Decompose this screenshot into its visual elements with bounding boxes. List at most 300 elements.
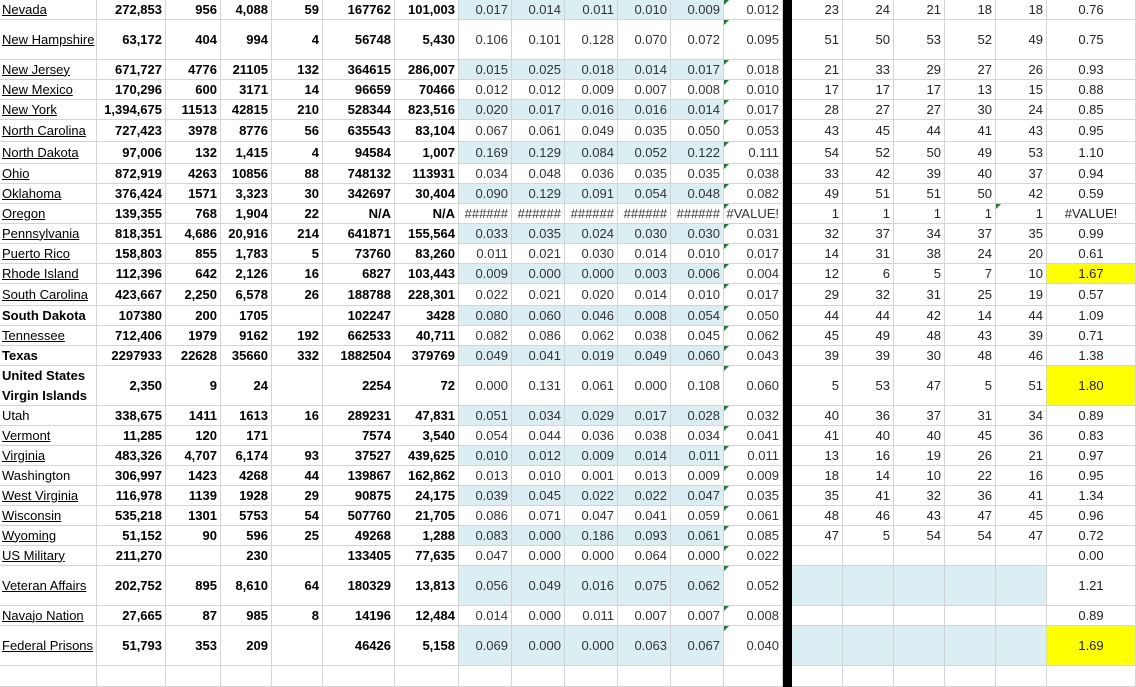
count-cell[interactable]: 671,727: [97, 60, 166, 80]
rank-cell[interactable]: 37: [843, 224, 894, 244]
ratio-cell[interactable]: 0.014: [618, 60, 671, 80]
average-ratio-cell[interactable]: 0.095: [724, 20, 783, 60]
highlighted-score-cell[interactable]: 1.69: [1047, 626, 1136, 666]
ratio-cell[interactable]: 0.038: [618, 426, 671, 446]
rank-cell[interactable]: 47: [792, 526, 843, 546]
rank-cell[interactable]: [945, 566, 996, 606]
count-cell[interactable]: 170,296: [97, 80, 166, 100]
rank-cell[interactable]: [792, 546, 843, 566]
count-cell[interactable]: 3,323: [221, 184, 272, 204]
ratio-cell[interactable]: 0.014: [618, 446, 671, 466]
row-name-cell[interactable]: [0, 184, 97, 204]
count-cell[interactable]: 596: [221, 526, 272, 546]
count-cell[interactable]: 5: [272, 244, 323, 264]
count-cell[interactable]: 29: [272, 486, 323, 506]
count-cell[interactable]: 30,404: [395, 184, 459, 204]
score-cell[interactable]: 0.85: [1047, 100, 1136, 120]
rank-cell[interactable]: 5: [843, 526, 894, 546]
ratio-cell[interactable]: ######: [565, 204, 618, 224]
rank-cell[interactable]: 47: [996, 526, 1047, 546]
row-name-cell[interactable]: [0, 426, 97, 446]
rank-cell[interactable]: 43: [996, 120, 1047, 142]
score-cell[interactable]: 0.93: [1047, 60, 1136, 80]
row-name-cell[interactable]: [0, 666, 97, 687]
ratio-cell[interactable]: 0.050: [671, 120, 724, 142]
row-name-link[interactable]: Nevada: [2, 1, 47, 17]
row-name-cell[interactable]: [0, 506, 97, 526]
ratio-cell[interactable]: 0.034: [512, 406, 565, 426]
rank-cell[interactable]: [792, 666, 843, 687]
ratio-cell[interactable]: 0.000: [565, 626, 618, 666]
count-cell[interactable]: 49268: [323, 526, 395, 546]
rank-cell[interactable]: 1: [894, 204, 945, 224]
ratio-cell[interactable]: 0.016: [565, 100, 618, 120]
score-cell[interactable]: 1.21: [1047, 566, 1136, 606]
rank-cell[interactable]: 7: [945, 264, 996, 284]
ratio-cell[interactable]: 0.022: [459, 284, 512, 306]
count-cell[interactable]: 83,260: [395, 244, 459, 264]
row-name-cell[interactable]: [0, 20, 97, 60]
ratio-cell[interactable]: 0.009: [671, 466, 724, 486]
row-name-cell[interactable]: [0, 100, 97, 120]
ratio-cell[interactable]: 0.007: [618, 606, 671, 626]
row-name-cell[interactable]: [0, 546, 97, 566]
rank-cell[interactable]: 32: [792, 224, 843, 244]
average-ratio-cell[interactable]: 0.038: [724, 164, 783, 184]
count-cell[interactable]: 64: [272, 566, 323, 606]
score-cell[interactable]: 0.89: [1047, 606, 1136, 626]
count-cell[interactable]: 4: [272, 20, 323, 60]
ratio-cell[interactable]: 0.049: [565, 120, 618, 142]
count-cell[interactable]: 112,396: [97, 264, 166, 284]
ratio-cell[interactable]: 0.006: [671, 264, 724, 284]
row-name-cell[interactable]: [0, 120, 97, 142]
rank-cell[interactable]: 31: [894, 284, 945, 306]
rank-cell[interactable]: 10: [996, 264, 1047, 284]
rank-cell[interactable]: 40: [945, 164, 996, 184]
count-cell[interactable]: 3171: [221, 80, 272, 100]
count-cell[interactable]: 155,564: [395, 224, 459, 244]
ratio-cell[interactable]: 0.059: [671, 506, 724, 526]
row-name-link[interactable]: Vermont: [2, 427, 51, 443]
rank-cell[interactable]: 19: [894, 446, 945, 466]
row-name-link[interactable]: Puerto Rico: [2, 245, 70, 261]
count-cell[interactable]: 37527: [323, 446, 395, 466]
count-cell[interactable]: 22: [272, 204, 323, 224]
count-cell[interactable]: 9162: [221, 326, 272, 346]
average-ratio-cell[interactable]: 0.018: [724, 60, 783, 80]
count-cell[interactable]: 228,301: [395, 284, 459, 306]
ratio-cell[interactable]: 0.007: [618, 80, 671, 100]
count-cell[interactable]: 25: [272, 526, 323, 546]
rank-cell[interactable]: 36: [945, 486, 996, 506]
rank-cell[interactable]: 44: [894, 120, 945, 142]
rank-cell[interactable]: 31: [945, 406, 996, 426]
ratio-cell[interactable]: 0.017: [459, 0, 512, 20]
ratio-cell[interactable]: 0.048: [671, 184, 724, 204]
count-cell[interactable]: 379769: [395, 346, 459, 366]
count-cell[interactable]: 1,394,675: [97, 100, 166, 120]
rank-cell[interactable]: 25: [945, 284, 996, 306]
ratio-cell[interactable]: 0.129: [512, 142, 565, 164]
rank-cell[interactable]: 24: [996, 100, 1047, 120]
count-cell[interactable]: 1613: [221, 406, 272, 426]
count-cell[interactable]: 202,752: [97, 566, 166, 606]
average-ratio-cell[interactable]: 0.022: [724, 546, 783, 566]
score-cell[interactable]: 0.00: [1047, 546, 1136, 566]
ratio-cell[interactable]: 0.129: [512, 184, 565, 204]
rank-cell[interactable]: [792, 606, 843, 626]
count-cell[interactable]: 24: [221, 366, 272, 406]
row-name-cell[interactable]: [0, 244, 97, 264]
ratio-cell[interactable]: 0.186: [565, 526, 618, 546]
count-cell[interactable]: 404: [166, 20, 221, 60]
average-ratio-cell[interactable]: 0.062: [724, 326, 783, 346]
count-cell[interactable]: 600: [166, 80, 221, 100]
rank-cell[interactable]: 36: [996, 426, 1047, 446]
ratio-cell[interactable]: 0.036: [565, 426, 618, 446]
rank-cell[interactable]: 5: [894, 264, 945, 284]
count-cell[interactable]: 47,831: [395, 406, 459, 426]
rank-cell[interactable]: 49: [792, 184, 843, 204]
count-cell[interactable]: 1928: [221, 486, 272, 506]
count-cell[interactable]: 180329: [323, 566, 395, 606]
ratio-cell[interactable]: [512, 666, 565, 687]
rank-cell[interactable]: 50: [843, 20, 894, 60]
row-name-link[interactable]: US Military: [2, 547, 65, 563]
rank-cell[interactable]: [945, 546, 996, 566]
count-cell[interactable]: 439,625: [395, 446, 459, 466]
rank-cell[interactable]: 49: [996, 20, 1047, 60]
ratio-cell[interactable]: 0.014: [512, 0, 565, 20]
count-cell[interactable]: [272, 306, 323, 326]
count-cell[interactable]: 139867: [323, 466, 395, 486]
count-cell[interactable]: 768: [166, 204, 221, 224]
count-cell[interactable]: 364615: [323, 60, 395, 80]
count-cell[interactable]: 4,088: [221, 0, 272, 20]
rank-cell[interactable]: 21: [792, 60, 843, 80]
count-cell[interactable]: 3,540: [395, 426, 459, 446]
row-name-link[interactable]: South Carolina: [2, 286, 88, 302]
ratio-cell[interactable]: 0.046: [565, 306, 618, 326]
count-cell[interactable]: 83,104: [395, 120, 459, 142]
rank-cell[interactable]: 53: [843, 366, 894, 406]
ratio-cell[interactable]: 0.001: [565, 466, 618, 486]
ratio-cell[interactable]: 0.028: [671, 406, 724, 426]
row-name-cell[interactable]: [0, 406, 97, 426]
rank-cell[interactable]: 39: [996, 326, 1047, 346]
ratio-cell[interactable]: 0.080: [459, 306, 512, 326]
row-name-cell[interactable]: [0, 60, 97, 80]
count-cell[interactable]: 1411: [166, 406, 221, 426]
count-cell[interactable]: 72: [395, 366, 459, 406]
count-cell[interactable]: [166, 546, 221, 566]
rank-cell[interactable]: 14: [792, 244, 843, 264]
ratio-cell[interactable]: 0.030: [565, 244, 618, 264]
rank-cell[interactable]: 17: [894, 80, 945, 100]
count-cell[interactable]: 1571: [166, 184, 221, 204]
ratio-cell[interactable]: 0.010: [618, 0, 671, 20]
count-cell[interactable]: 210: [272, 100, 323, 120]
average-ratio-cell[interactable]: 0.032: [724, 406, 783, 426]
count-cell[interactable]: [272, 666, 323, 687]
average-ratio-cell[interactable]: 0.011: [724, 446, 783, 466]
average-ratio-cell[interactable]: 0.050: [724, 306, 783, 326]
ratio-cell[interactable]: 0.013: [618, 466, 671, 486]
average-ratio-cell[interactable]: 0.061: [724, 506, 783, 526]
count-cell[interactable]: 10856: [221, 164, 272, 184]
rank-cell[interactable]: 44: [843, 306, 894, 326]
count-cell[interactable]: [221, 666, 272, 687]
row-name-cell[interactable]: [0, 142, 97, 164]
row-name-link[interactable]: Virginia: [2, 447, 46, 463]
count-cell[interactable]: 167762: [323, 0, 395, 20]
rank-cell[interactable]: 1: [996, 204, 1047, 224]
rank-cell[interactable]: 52: [945, 20, 996, 60]
count-cell[interactable]: 21105: [221, 60, 272, 80]
ratio-cell[interactable]: 0.008: [618, 306, 671, 326]
count-cell[interactable]: 994: [221, 20, 272, 60]
count-cell[interactable]: 120: [166, 426, 221, 446]
count-cell[interactable]: 113931: [395, 164, 459, 184]
row-name-cell[interactable]: [0, 606, 97, 626]
rank-cell[interactable]: 37: [945, 224, 996, 244]
rank-cell[interactable]: [843, 566, 894, 606]
average-ratio-cell[interactable]: 0.008: [724, 606, 783, 626]
count-cell[interactable]: [166, 666, 221, 687]
ratio-cell[interactable]: 0.018: [565, 60, 618, 80]
row-name-cell[interactable]: [0, 224, 97, 244]
score-cell[interactable]: 0.59: [1047, 184, 1136, 204]
rank-cell[interactable]: 28: [792, 100, 843, 120]
score-cell[interactable]: 0.72: [1047, 526, 1136, 546]
ratio-cell[interactable]: 0.083: [459, 526, 512, 546]
count-cell[interactable]: 306,997: [97, 466, 166, 486]
count-cell[interactable]: 107380: [97, 306, 166, 326]
average-ratio-cell[interactable]: 0.060: [724, 366, 783, 406]
ratio-cell[interactable]: 0.000: [512, 526, 565, 546]
ratio-cell[interactable]: 0.061: [512, 120, 565, 142]
ratio-cell[interactable]: 0.014: [618, 244, 671, 264]
count-cell[interactable]: 5,158: [395, 626, 459, 666]
count-cell[interactable]: 1979: [166, 326, 221, 346]
count-cell[interactable]: [272, 366, 323, 406]
ratio-cell[interactable]: 0.021: [512, 284, 565, 306]
count-cell[interactable]: 200: [166, 306, 221, 326]
rank-cell[interactable]: 29: [792, 284, 843, 306]
ratio-cell[interactable]: 0.060: [671, 346, 724, 366]
count-cell[interactable]: 2,250: [166, 284, 221, 306]
count-cell[interactable]: 376,424: [97, 184, 166, 204]
ratio-cell[interactable]: 0.016: [565, 566, 618, 606]
rank-cell[interactable]: 33: [792, 164, 843, 184]
rank-cell[interactable]: 49: [945, 142, 996, 164]
ratio-cell[interactable]: 0.010: [459, 446, 512, 466]
count-cell[interactable]: 353: [166, 626, 221, 666]
ratio-cell[interactable]: 0.010: [671, 284, 724, 306]
ratio-cell[interactable]: 0.047: [671, 486, 724, 506]
rank-cell[interactable]: 42: [894, 306, 945, 326]
rank-cell[interactable]: 15: [996, 80, 1047, 100]
count-cell[interactable]: 635543: [323, 120, 395, 142]
count-cell[interactable]: 21,705: [395, 506, 459, 526]
rank-cell[interactable]: 44: [996, 306, 1047, 326]
count-cell[interactable]: 14: [272, 80, 323, 100]
ratio-cell[interactable]: 0.000: [565, 264, 618, 284]
rank-cell[interactable]: 42: [996, 184, 1047, 204]
rank-cell[interactable]: 35: [996, 224, 1047, 244]
highlighted-score-cell[interactable]: 1.80: [1047, 366, 1136, 406]
ratio-cell[interactable]: 0.108: [671, 366, 724, 406]
rank-cell[interactable]: [894, 566, 945, 606]
rank-cell[interactable]: [843, 606, 894, 626]
count-cell[interactable]: 116,978: [97, 486, 166, 506]
count-cell[interactable]: 6,174: [221, 446, 272, 466]
average-ratio-cell[interactable]: 0.052: [724, 566, 783, 606]
count-cell[interactable]: [272, 626, 323, 666]
count-cell[interactable]: 641871: [323, 224, 395, 244]
rank-cell[interactable]: 54: [894, 526, 945, 546]
count-cell[interactable]: 6827: [323, 264, 395, 284]
count-cell[interactable]: 5,430: [395, 20, 459, 60]
count-cell[interactable]: 26: [272, 284, 323, 306]
ratio-cell[interactable]: 0.008: [671, 80, 724, 100]
rank-cell[interactable]: 13: [792, 446, 843, 466]
count-cell[interactable]: [272, 546, 323, 566]
ratio-cell[interactable]: 0.069: [459, 626, 512, 666]
rank-cell[interactable]: 5: [792, 366, 843, 406]
count-cell[interactable]: 132: [166, 142, 221, 164]
rank-cell[interactable]: [945, 666, 996, 687]
count-cell[interactable]: 63,172: [97, 20, 166, 60]
ratio-cell[interactable]: 0.131: [512, 366, 565, 406]
rank-cell[interactable]: 23: [792, 0, 843, 20]
row-name-cell[interactable]: [0, 306, 97, 326]
count-cell[interactable]: 483,326: [97, 446, 166, 466]
count-cell[interactable]: 11,285: [97, 426, 166, 446]
rank-cell[interactable]: 32: [894, 486, 945, 506]
rank-cell[interactable]: 52: [843, 142, 894, 164]
rank-cell[interactable]: [792, 626, 843, 666]
count-cell[interactable]: 56748: [323, 20, 395, 60]
row-name-cell[interactable]: [0, 0, 97, 20]
rank-cell[interactable]: 5: [945, 366, 996, 406]
count-cell[interactable]: 9: [166, 366, 221, 406]
ratio-cell[interactable]: 0.019: [565, 346, 618, 366]
ratio-cell[interactable]: ######: [459, 204, 512, 224]
count-cell[interactable]: 22628: [166, 346, 221, 366]
ratio-cell[interactable]: 0.000: [618, 366, 671, 406]
count-cell[interactable]: 1,288: [395, 526, 459, 546]
rank-cell[interactable]: 48: [945, 346, 996, 366]
count-cell[interactable]: 12,484: [395, 606, 459, 626]
count-cell[interactable]: 4,707: [166, 446, 221, 466]
count-cell[interactable]: 4: [272, 142, 323, 164]
rank-cell[interactable]: 32: [843, 284, 894, 306]
count-cell[interactable]: 985: [221, 606, 272, 626]
count-cell[interactable]: 11513: [166, 100, 221, 120]
ratio-cell[interactable]: 0.084: [565, 142, 618, 164]
count-cell[interactable]: 27,665: [97, 606, 166, 626]
ratio-cell[interactable]: ######: [512, 204, 565, 224]
ratio-cell[interactable]: 0.070: [618, 20, 671, 60]
ratio-cell[interactable]: 0.012: [512, 446, 565, 466]
ratio-cell[interactable]: 0.044: [512, 426, 565, 446]
ratio-cell[interactable]: 0.009: [565, 80, 618, 100]
average-ratio-cell[interactable]: 0.040: [724, 626, 783, 666]
ratio-cell[interactable]: 0.014: [459, 606, 512, 626]
rank-cell[interactable]: 13: [945, 80, 996, 100]
count-cell[interactable]: 642: [166, 264, 221, 284]
rank-cell[interactable]: 51: [792, 20, 843, 60]
ratio-cell[interactable]: 0.014: [671, 100, 724, 120]
count-cell[interactable]: 46426: [323, 626, 395, 666]
score-cell[interactable]: 0.99: [1047, 224, 1136, 244]
ratio-cell[interactable]: 0.033: [459, 224, 512, 244]
ratio-cell[interactable]: 0.072: [671, 20, 724, 60]
score-cell[interactable]: 0.88: [1047, 80, 1136, 100]
count-cell[interactable]: 895: [166, 566, 221, 606]
count-cell[interactable]: 13,813: [395, 566, 459, 606]
ratio-cell[interactable]: 0.067: [459, 120, 512, 142]
ratio-cell[interactable]: 0.091: [565, 184, 618, 204]
row-name-link[interactable]: Wyoming: [2, 527, 57, 543]
ratio-cell[interactable]: 0.039: [459, 486, 512, 506]
average-ratio-cell[interactable]: 0.053: [724, 120, 783, 142]
count-cell[interactable]: 102247: [323, 306, 395, 326]
ratio-cell[interactable]: 0.062: [565, 326, 618, 346]
rank-cell[interactable]: [945, 626, 996, 666]
row-name-link[interactable]: Rhode Island: [2, 265, 79, 281]
row-name-link[interactable]: Pennsylvania: [2, 225, 80, 241]
count-cell[interactable]: 158,803: [97, 244, 166, 264]
rank-cell[interactable]: 33: [843, 60, 894, 80]
rank-cell[interactable]: 48: [894, 326, 945, 346]
ratio-cell[interactable]: 0.012: [512, 80, 565, 100]
rank-cell[interactable]: 1: [843, 204, 894, 224]
ratio-cell[interactable]: 0.060: [512, 306, 565, 326]
count-cell[interactable]: 423,667: [97, 284, 166, 306]
score-cell[interactable]: #VALUE!: [1047, 204, 1136, 224]
ratio-cell[interactable]: ######: [618, 204, 671, 224]
ratio-cell[interactable]: 0.010: [671, 244, 724, 264]
rank-cell[interactable]: 30: [945, 100, 996, 120]
ratio-cell[interactable]: [459, 666, 512, 687]
count-cell[interactable]: 209: [221, 626, 272, 666]
average-ratio-cell[interactable]: #VALUE!: [724, 204, 783, 224]
rank-cell[interactable]: 21: [894, 0, 945, 20]
rank-cell[interactable]: 54: [945, 526, 996, 546]
rank-cell[interactable]: [996, 626, 1047, 666]
count-cell[interactable]: 93: [272, 446, 323, 466]
rank-cell[interactable]: 10: [894, 466, 945, 486]
count-cell[interactable]: 956: [166, 0, 221, 20]
count-cell[interactable]: 4268: [221, 466, 272, 486]
rank-cell[interactable]: 43: [894, 506, 945, 526]
row-name-cell[interactable]: [0, 446, 97, 466]
rank-cell[interactable]: 24: [843, 0, 894, 20]
ratio-cell[interactable]: 0.067: [671, 626, 724, 666]
average-ratio-cell[interactable]: 0.017: [724, 284, 783, 306]
row-name-cell[interactable]: [0, 326, 97, 346]
count-cell[interactable]: 4263: [166, 164, 221, 184]
ratio-cell[interactable]: 0.064: [618, 546, 671, 566]
rank-cell[interactable]: 22: [945, 466, 996, 486]
rank-cell[interactable]: 41: [792, 426, 843, 446]
count-cell[interactable]: 727,423: [97, 120, 166, 142]
ratio-cell[interactable]: 0.022: [618, 486, 671, 506]
ratio-cell[interactable]: 0.007: [671, 606, 724, 626]
